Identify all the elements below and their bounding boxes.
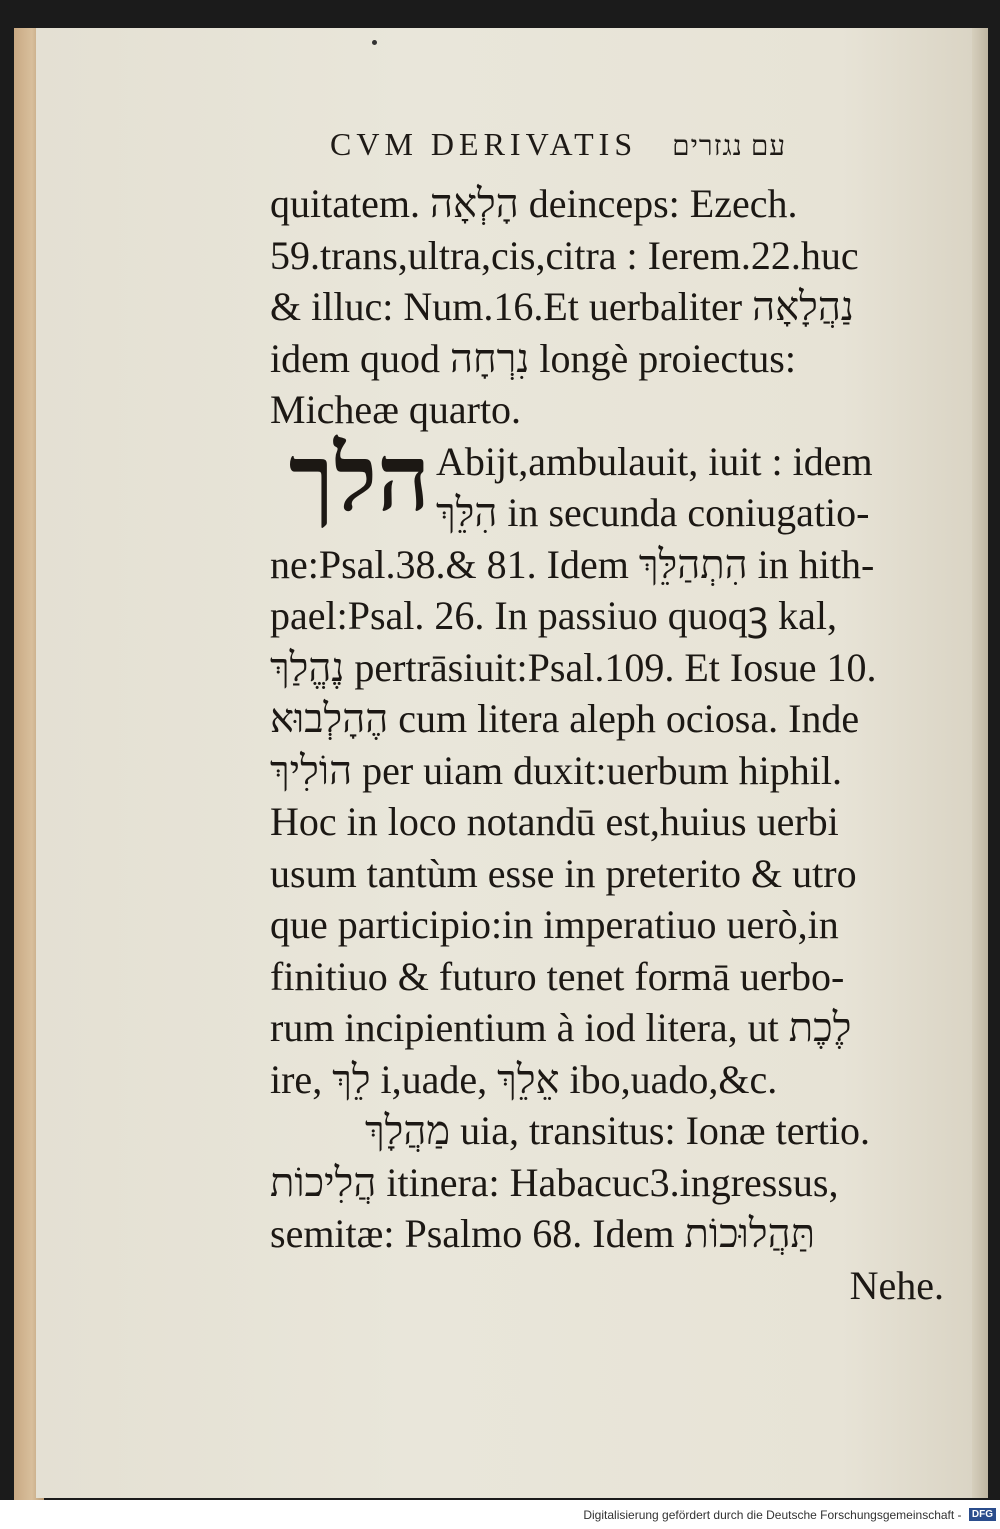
text-line: que participio:in imperatiuo uerò,in (270, 902, 839, 947)
footer-credit (0, 1500, 1000, 1529)
running-header (330, 126, 870, 170)
footer-text: Digitalisierung gefördert durch die Deutsche Forschungsgemeinschaft - (583, 1508, 962, 1522)
text-line: ne:Psal.38.& 81. Idem הִתְהַלֵּךְ in hith- (270, 541, 875, 587)
header-latin: CVM DERIVATIS (330, 126, 638, 162)
text-line: הֶהָלְבוּא cum litera aleph ociosa. Inde (270, 696, 860, 741)
text-line: Hoc in loco notandū est,huius uerbi (270, 799, 839, 844)
text-line: semitæ: Psalmo 68. Idem תַּהֲלוּכוֹת (270, 1211, 815, 1256)
text-line: Micheæ quarto. (270, 387, 522, 432)
body-text (270, 178, 950, 1311)
text-line: pael:Psal. 26. In passiuo quoqꝫ kal, (270, 593, 838, 638)
header-hebrew: עם נגזרים (672, 131, 787, 162)
text-line-indented: מַהֲלָךְ uia, transitus: Ionæ tertio. (365, 1108, 871, 1153)
text-line: נֶהֱלַךְ pertrāsiuit:Psal.109. Et Iosue 10. (270, 644, 877, 690)
text-line: הִלֵּךְ in secunda coniugatio- (436, 490, 870, 535)
text-line: idem quod נִרְחָה longè proiectus: (270, 335, 796, 381)
ink-dot (372, 40, 377, 45)
catchword: Nehe. (849, 1262, 944, 1308)
text-line: usum tantùm esse in preterito & utro (270, 850, 857, 896)
page-fore-edge (972, 28, 988, 1498)
text-line: 59.trans,ultra,cis,citra : Ierem.22.huc (270, 232, 859, 278)
hanging-lines (436, 436, 956, 539)
text-line: finitiuo & futuro tenet formā uerbo- (270, 953, 845, 999)
text-line: quitatem. הָלְאָה deinceps: Ezech. (270, 181, 798, 226)
entry-headword-hebrew: הלך (288, 424, 430, 532)
text-line: הֲלִיכוֹת itinera: Habacuc3.ingressus, (270, 1159, 839, 1205)
text-line: הוֹלִיךְ per uiam duxit:uerbum hiphil. (270, 747, 843, 793)
text-line: & illuc: Num.16.Et uerbaliter נַהֲלָאָה (270, 284, 854, 329)
dfg-logo-icon: DFG (969, 1508, 996, 1521)
text-line: Abijt,ambulauit, iuit : idem (436, 438, 873, 484)
text-line: ire, לֵךְ i,uade, אֵלֵךְ ibo,uado,&c. (270, 1056, 778, 1102)
text-line: rum incipientium à iod litera, ut לֶכֶת (270, 1005, 852, 1050)
